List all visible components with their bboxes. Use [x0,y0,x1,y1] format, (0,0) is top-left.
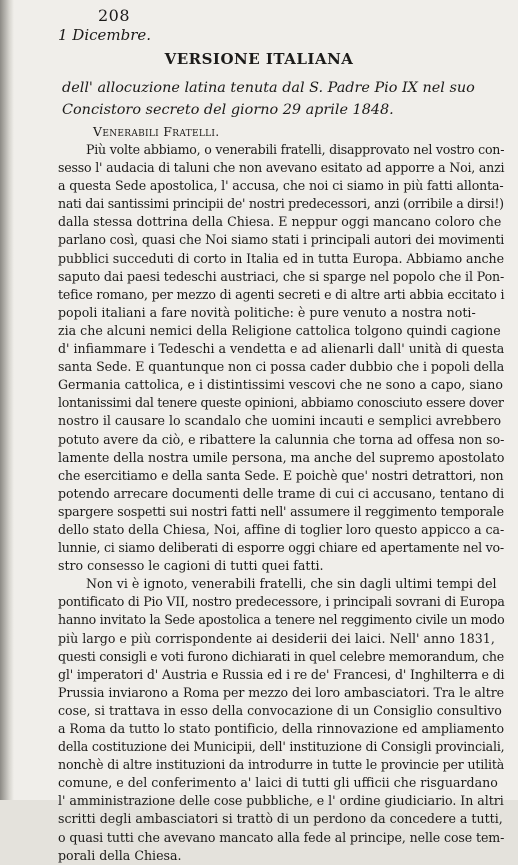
text-line: o quasi tutti che avevano mancato alla fede al principe, nelle cose tem- [58,829,505,845]
text-line: hanno invitato la Sede apostolica a tenere nel reggimento civile un modo [58,612,505,628]
document-subtitle [62,77,498,121]
text-line: parlano così, quasi che Noi siamo stati i principali autori dei movimenti [58,232,505,248]
text-line: Non vi è ignoto, venerabili fratelli, che sin dagli ultimi tempi del [86,576,497,592]
text-line: santa Sede. E quantunque non ci possa cader dubbio che i popoli della [58,359,505,375]
text-line: lunnie, ci siamo deliberati di esporre oggi chiare ed apertamente nel vo- [58,540,504,556]
document-title: VERSIONE ITALIANA [164,50,354,68]
text-line: Più volte abbiamo, o venerabili fratelli, disapprovato nel vostro con- [86,142,505,157]
text-line: dello stato della Chiesa, Noi, affine di toglier loro questo appicco a ca- [58,521,505,537]
text-line: lamente della nostra umile persona, ma anche del supremo apostolato [58,449,505,465]
text-line: pontificato di Pio VII, nostro predecessore, i principali sovrani di Europa [58,594,505,610]
text-line: potuto avere da ciò, e ribattere la calunnia che torna ad offesa non so- [58,431,505,447]
text-line: stro consesso le cagioni di tutti quei fatti. [58,558,324,574]
text-line: questi consigli e voti furono dichiarati in quel celebre memorandum, che [58,648,504,664]
salutation: Venerabili Fratelli. [93,124,220,139]
text-line: pubblici succeduti di corto in Italia ed in tutta Europa. Abbiamo anche [58,250,504,266]
text-line: Germania cattolica, e i distintissimi vescovi che ne sono a capo, siano [58,377,503,393]
text-line: spargere sospetti sui nostri fatti nell' assumere il reggimento temporale [58,503,504,519]
text-line: lontanissimi dal tenere queste opinioni, abbiamo conosciuto essere dover [58,395,504,411]
paragraph-1 [58,141,504,575]
text-line: popoli italiani a fare novità politiche: è pure venuto a nostra noti- [58,304,476,320]
text-line: a Roma da tutto lo stato pontificio, della rinnovazione ed ampliamento [58,721,505,736]
body-text [58,141,504,865]
text-line: sesso l' audacia di taluni che non avevano esitato ad apporre a Noi, anzi [58,160,505,176]
text-line: della costituzione dei Municipii, dell' instituzione di Consigli provinciali, [58,739,505,755]
text-line: saputo dai paesi tedeschi austriaci, che si sparge nel popolo che il Pon- [58,268,505,284]
page-binding-shadow [0,0,14,800]
text-line: nonchè di altre instituzioni da introdurre in tutte le provincie per utilità [58,757,505,773]
text-line: che esercitiamo e della santa Sede. E poichè que' nostri detrattori, non [58,467,504,483]
text-line: porali della Chiesa. [58,847,182,863]
text-line: Prussia inviarono a Roma per mezzo dei loro ambasciatori. Tra le altre [58,684,504,700]
paragraph-2 [58,575,504,865]
text-line: nostro il causare lo scandalo che uomini incauti e semplici avrebbero [58,413,502,429]
text-line: zia che alcuni nemici della Religione cattolica tolgono quindi cagione [58,322,501,338]
date-header: 1 Dicembre. [58,26,152,44]
text-line: potendo arrecare documenti delle trame di cui ci accusano, tentano di [58,485,505,501]
text-line: d' infiammare i Tedeschi a vendetta e ad alienarli dall' unità di questa [58,341,505,357]
page-number: 208 [98,6,131,25]
text-line: nati dai santissimi principii de' nostri predecessori, anzi (orribile a dirsi!) [58,196,504,212]
subtitle-line-1: dell' allocuzione latina tenuta dal S. Padre Pio IX nel suo [62,80,475,96]
text-line: dalla stessa dottrina della Chiesa. E neppur oggi mancano coloro che [58,214,502,230]
text-line: cose, si trattava in esso della convocazione di un Consiglio consultivo [58,702,502,718]
text-line: più largo e più corrispondente ai desiderii dei laici. Nell' anno 1831, [58,630,495,646]
subtitle-line-2: Concistoro secreto del giorno 29 aprile 1848. [62,102,394,118]
text-line: scritti degli ambasciatori si trattò di un perdono da concedere a tutti, [58,811,503,827]
text-line: comune, e del conferimento a' laici di tutti gli ufficii che risguardano [58,775,498,791]
text-line: l' amministrazione delle cose pubbliche, e l' ordine giudiciario. In altri [58,793,504,809]
text-line: tefice romano, per mezzo di agenti secreti e di altre arti abbia eccitato i [58,286,505,302]
text-line: a questa Sede apostolica, l' accusa, che noi ci siamo in più fatti allonta- [58,178,504,194]
text-line: gl' imperatori d' Austria e Russia ed i re de' Francesi, d' Inghilterra e di [58,666,505,682]
